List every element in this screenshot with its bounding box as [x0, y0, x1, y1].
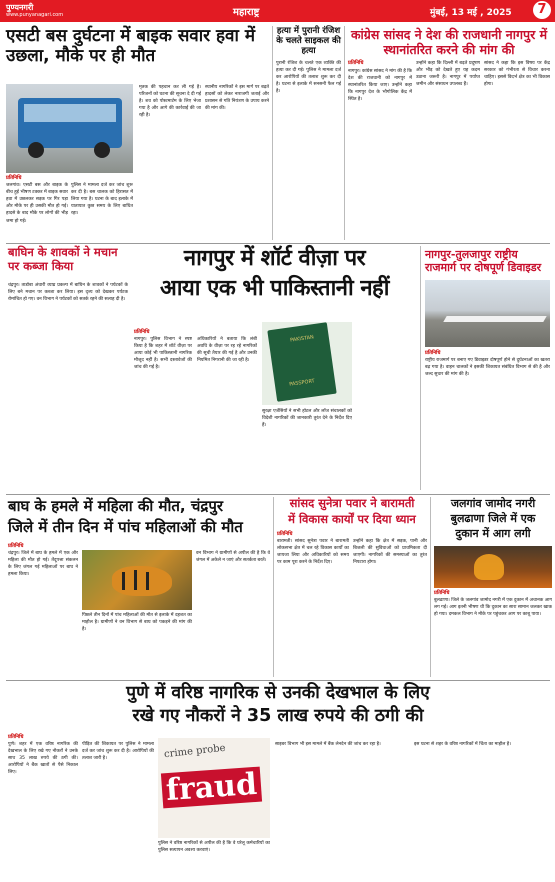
story5-col1: नागपुर। पुलिस विभाग ने स्पष्ट किया है कि शहर में शॉर्ट वीज़ा पर आया कोई भी पाकिस्तानी नागरिक मौजूद नहीं है। सभी दस्तावेजों की जांच की गई है।	[134, 337, 192, 371]
story6-byline: प्रतिनिधि	[425, 350, 441, 356]
story10-byline: प्रतिनिधि	[8, 734, 24, 740]
story3-headline: कांग्रेस सांसद ने देश की राजधानी नागपुर में स्थानांतरित करने की मांग की	[350, 27, 548, 57]
story8-col2: उन्होंने कहा कि क्षेत्र में सड़क, पानी और बिजली की सुविधाओं को प्राथमिकता दी जाएगी। नागरिकों की समस्याओं का तुरंत निपटारा होगा।	[353, 539, 427, 566]
paper-url: www.punyanagari.com	[6, 12, 64, 18]
column-rule	[273, 497, 274, 677]
story10-headline-line1: पुणे में वरिष्ठ नागरिक से उनकी देखभाल के लिए	[126, 683, 430, 703]
column-rule	[430, 497, 431, 677]
story2-headline: हत्या में पुरानी रंजिश के चलते साइकल की हत्या	[276, 26, 341, 57]
shop-fire-photo	[434, 546, 552, 588]
story9-body: बुलढाणा। जिले के जलगांव जामोद नगरी में एक दुकान में अचानक आग लग गई। आग इतनी भीषण थी कि दुकान का सारा सामान जलकर खाक हो गया। दमकल विभाग ने मौके पर पहुंचकर आग पर काबू पाया।	[434, 598, 552, 618]
paper-name: पुण्यनगरी	[6, 3, 34, 12]
fraud-text: fraud	[161, 767, 262, 809]
story5-headline-line1: नागपुर में शॉर्ट वीज़ा पर	[183, 246, 366, 271]
story9-byline: प्रतिनिधि	[434, 590, 450, 596]
passport-photo	[262, 322, 352, 405]
story4-body: चंद्रपुर। ताडोबा अंधारी व्याघ्र प्रकल्प में बाघिन के शावकों ने पर्यटकों के लिए बने मचान पर कब्जा कर लिया। इस दृश्य को देखकर पर्यटक रोमांचित हो गए। वन विभाग ने पर्यटकों को सतर्क रहने की सलाह दी है।	[8, 283, 128, 303]
story8-headline-line1: सांसद सुनेत्रा पवार ने बारामती	[289, 496, 415, 510]
story7-byline: प्रतिनिधि	[8, 543, 24, 549]
story4-headline: बाघिन के शावकों ने मचान पर कब्जा किया	[8, 245, 118, 273]
column-rule	[344, 26, 345, 240]
story8-headline-line2: में विकास कार्यों पर दिया ध्यान	[288, 512, 416, 526]
story1-col1: जलगांव। एसटी बस और बाइक के बीच हुई भीषण टक्कर में बाइक सवार हवा में उछलकर सड़क पर गिर पड़ा और मौके पर ही उसकी मौत हो गई। हादसे के बाद मौके पर लोगों की भीड़ जमा हो गई।	[6, 183, 68, 224]
story1-col3: मृतक की पहचान कर ली गई है। परिजनों को घटना की सूचना दे दी गई है। शव को पोस्टमार्टम के लिए भेजा गया है और आगे की कार्रवाई की जा रही है।	[139, 85, 201, 119]
story10-headline-line2: रखे गए नौकरों ने 35 लाख रुपये की ठगी की	[132, 706, 424, 726]
bus-accident-photo	[6, 84, 133, 173]
column-rule	[272, 26, 273, 240]
story5-col3: सुरक्षा एजेंसियों ने सभी होटल और लॉज संचालकों को विदेशी नागरिकों की जानकारी तुरंत देने के निर्देश दिए हैं।	[262, 409, 352, 429]
passport-label: PASSPORT	[288, 378, 316, 388]
story8-col1: बारामती। सांसद सुनेत्रा पवार ने बारामती लोकसभा क्षेत्र में चल रहे विकास कार्यों का जायजा लिया और अधिकारियों को समय पर काम पूरा करने के निर्देश दिए।	[277, 539, 349, 566]
section-rule	[6, 494, 550, 495]
story3-col1: नागपुर। कांग्रेस सांसद ने मांग की है कि देश की राजधानी को नागपुर में स्थानांतरित किया जाए। उन्होंने कहा कि नागपुर देश के भौगोलिक केंद्र में स्थित है।	[348, 69, 412, 103]
story5-headline-line2: आया एक भी पाकिस्तानी नहीं	[160, 276, 389, 301]
story10-col3: पुलिस ने वरिष्ठ नागरिकों से अपील की है कि वे घरेलू कर्मचारियों का पुलिस सत्यापन अवश्य करवाएं।	[158, 841, 270, 854]
page-header	[0, 0, 555, 22]
story7-col2: पिछले तीन दिनों में पांच महिलाओं की मौत से इलाके में दहशत का माहौल है। ग्रामीणों ने वन विभाग से बाघ को पकड़ने की मांग की है।	[82, 613, 192, 633]
page-number: 7	[533, 1, 551, 19]
story7-col3: वन विभाग ने ग्रामीणों से अपील की है कि वे जंगल में अकेले न जाएं और सतर्कता बरतें।	[196, 551, 270, 564]
divider-road-photo	[425, 280, 550, 347]
story9-headline-line2: बुलढाणा जिले में एक	[450, 512, 536, 525]
story10-col4: साइबर विभाग भी इस मामले में बैंक लेनदेन की जांच कर रहा है।	[275, 742, 381, 747]
section-title: महाराष्ट्र	[233, 7, 260, 18]
story3-col3: सांसद ने कहा कि इस विषय पर केंद्र सरकार को गंभीरता से विचार करना चाहिए। इससे विदर्भ क्षेत्र का भी विकास होगा।	[484, 61, 550, 88]
story6-body: राष्ट्रीय राजमार्ग पर बनाए गए डिवाइडर दोषपूर्ण होने से दुर्घटनाओं का खतरा बढ़ गया है। वाहन चालकों ने इसकी शिकायत संबंधित विभाग से की है और जल्द सुधार की मांग की है।	[425, 358, 550, 378]
story3-col2: उन्होंने कहा कि दिल्ली में बढ़ते प्रदूषण और भीड़ को देखते हुए यह कदम उठाना जरूरी है। नागपुर में पर्याप्त जमीन और संसाधन उपलब्ध हैं।	[416, 61, 480, 88]
story9-headline-line3: दुकान में आग लगी	[455, 527, 531, 540]
story3-byline: प्रतिनिधि	[348, 60, 364, 66]
section-rule	[6, 243, 550, 244]
story5-byline: प्रतिनिधि	[134, 329, 150, 335]
story1-headline: एसटी बस दुर्घटना में बाइक सवार हवा में उछला, मौके पर ही मौत	[6, 26, 255, 67]
issue-date: मुंबई, 13 मई , 2025	[430, 8, 512, 18]
fraud-photo	[158, 738, 270, 838]
section-rule	[6, 680, 550, 681]
story10-col5: इस घटना से शहर के वरिष्ठ नागरिकों में चिंता का माहौल है।	[414, 742, 511, 747]
story1-col4: स्थानीय नागरिकों ने इस मार्ग पर बढ़ते हादसों को लेकर नाराजगी जताई और प्रशासन से गति नियंत्रण के उपाय करने की मांग की।	[205, 85, 269, 112]
story2-body: पुरानी रंजिश के चलते एक व्यक्ति की हत्या कर दी गई। पुलिस ने मामला दर्ज कर आरोपियों की तलाश शुरू कर दी है। घटना से इलाके में सनसनी फैल गई है।	[276, 61, 341, 95]
story9-headline-line1: जलगांव जामोद नगरी	[450, 497, 536, 510]
crime-text: crime probe	[163, 742, 227, 761]
story7-col1: चंद्रपुर। जिले में बाघ के हमले में एक और महिला की मौत हो गई। तेंदूपत्ता संकलन के लिए जंगल गई महिलाओं पर बाघ ने हमला किया।	[8, 551, 78, 578]
story8-byline: प्रतिनिधि	[277, 531, 293, 537]
story7-headline-line1: बाघ के हमले में महिला की मौत, चंद्रपुर	[8, 497, 223, 515]
story10-col2: पीड़ित की शिकायत पर पुलिस ने मामला दर्ज कर जांच शुरू कर दी है। आरोपियों की तलाश जारी है।	[82, 742, 154, 762]
tiger-photo	[82, 550, 192, 610]
column-rule	[420, 246, 421, 490]
story6-headline: नागपुर-तुलजापुर राष्ट्रीय राजमार्ग पर दोषपूर्ण डिवाइडर	[425, 248, 542, 275]
story1-byline: प्रतिनिधि	[6, 175, 22, 181]
passport-country: PAKISTAN	[289, 334, 315, 344]
story5-col2: अधिकारियों ने बताया कि लंबी अवधि के वीज़ा पर रह रहे नागरिकों की सूची तैयार की गई है और उनकी नियमित निगरानी की जा रही है।	[197, 337, 257, 364]
story1-col2: पुलिस ने मामला दर्ज कर जांच शुरू कर दी है। बस चालक को हिरासत में लिया गया है। घटना के बाद इलाके में यातायात कुछ समय के लिए बाधित रहा।	[71, 183, 133, 217]
story7-headline-line2: जिले में तीन दिन में पांच महिलाओं की मौत	[8, 518, 243, 536]
story10-col1: पुणे। शहर में एक वरिष्ठ नागरिक की देखभाल के लिए रखे गए नौकरों ने उनके साथ 35 लाख रुपये की ठगी की। आरोपियों ने बैंक खातों से पैसे निकाल लिए।	[8, 742, 78, 776]
